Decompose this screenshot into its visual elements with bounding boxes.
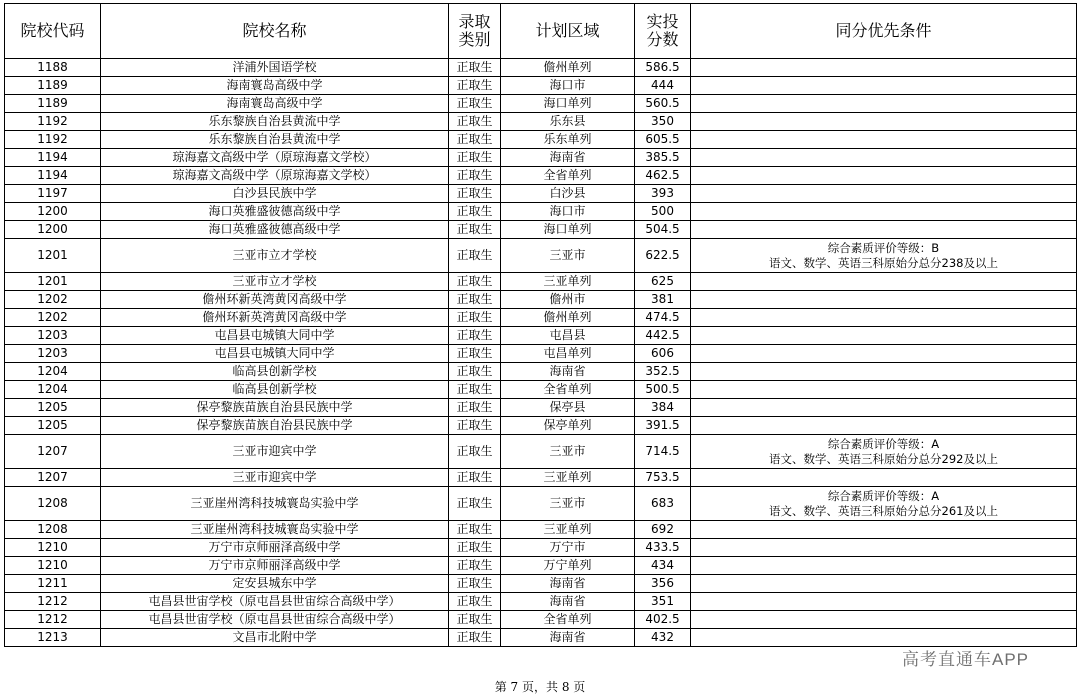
cell-school-name: 三亚市立才学校 — [101, 239, 449, 273]
cell-admission-category: 正取生 — [449, 167, 501, 185]
cell-tiebreak-condition — [691, 417, 1077, 435]
cell-tiebreak-condition — [691, 557, 1077, 575]
table-row — [5, 557, 1077, 575]
cell-admission-category: 正取生 — [449, 593, 501, 611]
cell-admission-category: 正取生 — [449, 59, 501, 77]
cell-admission-category: 正取生 — [449, 273, 501, 291]
cell-plan-region: 屯昌单列 — [501, 345, 635, 363]
cell-admission-category: 正取生 — [449, 487, 501, 521]
cell-score: 384 — [635, 399, 691, 417]
cell-school-code: 1201 — [5, 239, 101, 273]
cell-admission-category: 正取生 — [449, 575, 501, 593]
cell-tiebreak-condition — [691, 167, 1077, 185]
cell-school-code: 1188 — [5, 59, 101, 77]
table-row — [5, 309, 1077, 327]
cell-school-code: 1197 — [5, 185, 101, 203]
table-row — [5, 575, 1077, 593]
table-row — [5, 381, 1077, 399]
cell-school-name: 海南寰岛高级中学 — [101, 77, 449, 95]
cell-plan-region: 保亭单列 — [501, 417, 635, 435]
cell-score: 753.5 — [635, 469, 691, 487]
cell-plan-region: 乐东单列 — [501, 131, 635, 149]
cell-admission-category: 正取生 — [449, 363, 501, 381]
cell-plan-region: 三亚单列 — [501, 521, 635, 539]
cell-plan-region: 海南省 — [501, 629, 635, 647]
cell-school-name: 保亭黎族苗族自治县民族中学 — [101, 417, 449, 435]
cell-score: 352.5 — [635, 363, 691, 381]
cell-school-code: 1194 — [5, 167, 101, 185]
cell-school-code: 1213 — [5, 629, 101, 647]
cell-school-code: 1202 — [5, 309, 101, 327]
cell-admission-category: 正取生 — [449, 417, 501, 435]
cell-score: 504.5 — [635, 221, 691, 239]
cell-school-code: 1212 — [5, 593, 101, 611]
cell-tiebreak-condition — [691, 539, 1077, 557]
cell-score: 622.5 — [635, 239, 691, 273]
cell-score: 560.5 — [635, 95, 691, 113]
table-row — [5, 239, 1077, 273]
cell-school-name: 万宁市京师丽泽高级中学 — [101, 539, 449, 557]
cell-score: 393 — [635, 185, 691, 203]
cell-score: 391.5 — [635, 417, 691, 435]
watermark: 高考直通车APP — [902, 650, 1030, 669]
cell-school-name: 屯昌县屯城镇大同中学 — [101, 345, 449, 363]
cell-admission-category: 正取生 — [449, 345, 501, 363]
cell-school-code: 1208 — [5, 521, 101, 539]
cell-admission-category: 正取生 — [449, 611, 501, 629]
cell-admission-category: 正取生 — [449, 77, 501, 95]
cell-plan-region: 海南省 — [501, 363, 635, 381]
cell-school-code: 1200 — [5, 221, 101, 239]
cell-school-code: 1200 — [5, 203, 101, 221]
table-row — [5, 203, 1077, 221]
cell-school-code: 1203 — [5, 327, 101, 345]
table-row — [5, 363, 1077, 381]
cell-admission-category: 正取生 — [449, 629, 501, 647]
cell-school-name: 屯昌县屯城镇大同中学 — [101, 327, 449, 345]
tiebreak-condition-line: 语文、数学、英语三科原始分总分292及以上 — [769, 451, 998, 466]
cell-admission-category: 正取生 — [449, 469, 501, 487]
header-score — [635, 4, 691, 59]
header-admission-category — [449, 4, 501, 59]
cell-plan-region: 三亚单列 — [501, 469, 635, 487]
header-score-line-1: 实投 — [646, 11, 679, 31]
cell-plan-region: 海口市 — [501, 77, 635, 95]
table-row — [5, 435, 1077, 469]
header-school-code: 院校代码 — [5, 4, 101, 59]
cell-school-code: 1192 — [5, 113, 101, 131]
cell-plan-region: 屯昌县 — [501, 327, 635, 345]
cell-admission-category: 正取生 — [449, 381, 501, 399]
cell-school-name: 屯昌县世宙学校（原屯昌县世宙综合高级中学） — [101, 593, 449, 611]
table-row — [5, 59, 1077, 77]
cell-admission-category: 正取生 — [449, 521, 501, 539]
admission-score-table — [4, 3, 1077, 647]
table-row — [5, 593, 1077, 611]
table-row — [5, 399, 1077, 417]
cell-admission-category: 正取生 — [449, 399, 501, 417]
cell-score: 350 — [635, 113, 691, 131]
cell-tiebreak-condition — [691, 131, 1077, 149]
cell-score: 462.5 — [635, 167, 691, 185]
cell-plan-region: 儋州单列 — [501, 309, 635, 327]
cell-plan-region: 万宁单列 — [501, 557, 635, 575]
cell-score: 402.5 — [635, 611, 691, 629]
cell-school-code: 1189 — [5, 95, 101, 113]
tiebreak-condition-line: 综合素质评价等级：B — [827, 240, 940, 255]
cell-school-code: 1207 — [5, 469, 101, 487]
cell-plan-region: 海南省 — [501, 149, 635, 167]
cell-score: 692 — [635, 521, 691, 539]
cell-plan-region: 海口单列 — [501, 95, 635, 113]
table-row — [5, 469, 1077, 487]
cell-plan-region: 乐东县 — [501, 113, 635, 131]
cell-plan-region: 海南省 — [501, 593, 635, 611]
table-row — [5, 291, 1077, 309]
table-row — [5, 487, 1077, 521]
cell-tiebreak-condition — [691, 593, 1077, 611]
cell-school-code: 1205 — [5, 399, 101, 417]
tiebreak-condition-line: 语文、数学、英语三科原始分总分238及以上 — [769, 255, 998, 270]
cell-plan-region: 儋州单列 — [501, 59, 635, 77]
table-row — [5, 221, 1077, 239]
cell-tiebreak-condition — [691, 203, 1077, 221]
cell-plan-region: 三亚市 — [501, 239, 635, 273]
header-admission-category-line-1: 录取 — [458, 11, 491, 31]
cell-plan-region: 三亚单列 — [501, 273, 635, 291]
cell-school-code: 1204 — [5, 363, 101, 381]
cell-plan-region: 儋州市 — [501, 291, 635, 309]
cell-tiebreak-condition — [691, 113, 1077, 131]
cell-tiebreak-condition — [691, 345, 1077, 363]
cell-admission-category: 正取生 — [449, 203, 501, 221]
cell-tiebreak-condition — [691, 629, 1077, 647]
cell-school-code: 1211 — [5, 575, 101, 593]
table-row — [5, 539, 1077, 557]
cell-plan-region: 三亚市 — [501, 487, 635, 521]
cell-school-code: 1189 — [5, 77, 101, 95]
cell-tiebreak-condition — [691, 327, 1077, 345]
cell-score: 605.5 — [635, 131, 691, 149]
cell-school-name: 三亚市立才学校 — [101, 273, 449, 291]
cell-tiebreak-condition — [691, 59, 1077, 77]
cell-tiebreak-condition — [691, 363, 1077, 381]
cell-admission-category: 正取生 — [449, 113, 501, 131]
cell-school-name: 文昌市北附中学 — [101, 629, 449, 647]
cell-plan-region: 全省单列 — [501, 611, 635, 629]
cell-school-code: 1207 — [5, 435, 101, 469]
cell-school-name: 儋州环新英湾黄冈高级中学 — [101, 291, 449, 309]
table-row — [5, 185, 1077, 203]
cell-school-name: 琼海嘉文高级中学（原琼海嘉文学校） — [101, 167, 449, 185]
cell-school-name: 定安县城东中学 — [101, 575, 449, 593]
cell-plan-region: 海南省 — [501, 575, 635, 593]
table-row — [5, 417, 1077, 435]
cell-score: 586.5 — [635, 59, 691, 77]
cell-tiebreak-condition — [691, 435, 1077, 469]
cell-tiebreak-condition — [691, 291, 1077, 309]
cell-school-name: 乐东黎族自治县黄流中学 — [101, 131, 449, 149]
table-row — [5, 345, 1077, 363]
cell-school-name: 保亭黎族苗族自治县民族中学 — [101, 399, 449, 417]
cell-tiebreak-condition — [691, 221, 1077, 239]
cell-school-name: 海口英雅盛彼德高级中学 — [101, 203, 449, 221]
header-admission-category-line-2: 类别 — [458, 30, 491, 49]
header-plan-region: 计划区域 — [501, 4, 635, 59]
cell-plan-region: 海口市 — [501, 203, 635, 221]
cell-tiebreak-condition — [691, 185, 1077, 203]
cell-tiebreak-condition — [691, 521, 1077, 539]
table-row — [5, 131, 1077, 149]
cell-plan-region: 保亭县 — [501, 399, 635, 417]
table-row — [5, 611, 1077, 629]
cell-school-name: 儋州环新英湾黄冈高级中学 — [101, 309, 449, 327]
cell-school-name: 三亚市迎宾中学 — [101, 469, 449, 487]
cell-tiebreak-condition — [691, 77, 1077, 95]
table-row — [5, 167, 1077, 185]
cell-school-code: 1201 — [5, 273, 101, 291]
cell-score: 381 — [635, 291, 691, 309]
header-tiebreak-condition: 同分优先条件 — [691, 4, 1077, 59]
header-score-line-2: 分数 — [646, 30, 679, 49]
tiebreak-condition-line: 综合素质评价等级：A — [827, 436, 940, 451]
cell-tiebreak-condition — [691, 239, 1077, 273]
cell-school-code: 1194 — [5, 149, 101, 167]
cell-school-name: 万宁市京师丽泽高级中学 — [101, 557, 449, 575]
cell-score: 500.5 — [635, 381, 691, 399]
cell-school-name: 海南寰岛高级中学 — [101, 95, 449, 113]
header-school-name: 院校名称 — [101, 4, 449, 59]
cell-school-name: 屯昌县世宙学校（原屯昌县世宙综合高级中学） — [101, 611, 449, 629]
cell-school-name: 三亚崖州湾科技城寰岛实验中学 — [101, 487, 449, 521]
cell-school-name: 三亚市迎宾中学 — [101, 435, 449, 469]
cell-plan-region: 白沙县 — [501, 185, 635, 203]
cell-score: 351 — [635, 593, 691, 611]
cell-score: 444 — [635, 77, 691, 95]
cell-tiebreak-condition — [691, 273, 1077, 291]
page-number: 第 7 页，共 8 页 — [494, 680, 586, 694]
cell-school-code: 1212 — [5, 611, 101, 629]
cell-tiebreak-condition — [691, 95, 1077, 113]
cell-admission-category: 正取生 — [449, 131, 501, 149]
cell-admission-category: 正取生 — [449, 291, 501, 309]
table-row — [5, 273, 1077, 291]
cell-admission-category: 正取生 — [449, 239, 501, 273]
cell-plan-region: 全省单列 — [501, 167, 635, 185]
cell-school-code: 1210 — [5, 539, 101, 557]
cell-school-code: 1205 — [5, 417, 101, 435]
cell-score: 442.5 — [635, 327, 691, 345]
cell-school-name: 洋浦外国语学校 — [101, 59, 449, 77]
cell-tiebreak-condition — [691, 399, 1077, 417]
cell-admission-category: 正取生 — [449, 149, 501, 167]
cell-admission-category: 正取生 — [449, 95, 501, 113]
cell-plan-region: 三亚市 — [501, 435, 635, 469]
cell-school-name: 临高县创新学校 — [101, 381, 449, 399]
cell-tiebreak-condition — [691, 149, 1077, 167]
cell-tiebreak-condition — [691, 309, 1077, 327]
cell-school-name: 临高县创新学校 — [101, 363, 449, 381]
cell-score: 434 — [635, 557, 691, 575]
cell-score: 714.5 — [635, 435, 691, 469]
cell-admission-category: 正取生 — [449, 309, 501, 327]
cell-school-code: 1202 — [5, 291, 101, 309]
cell-tiebreak-condition — [691, 469, 1077, 487]
cell-tiebreak-condition — [691, 575, 1077, 593]
cell-school-code: 1208 — [5, 487, 101, 521]
cell-tiebreak-condition — [691, 381, 1077, 399]
table-row — [5, 629, 1077, 647]
table-row — [5, 149, 1077, 167]
table-row — [5, 327, 1077, 345]
table-row — [5, 95, 1077, 113]
table-row — [5, 113, 1077, 131]
cell-score: 356 — [635, 575, 691, 593]
cell-plan-region: 万宁市 — [501, 539, 635, 557]
tiebreak-condition-line: 语文、数学、英语三科原始分总分261及以上 — [769, 503, 998, 518]
cell-school-code: 1192 — [5, 131, 101, 149]
cell-score: 683 — [635, 487, 691, 521]
cell-school-name: 琼海嘉文高级中学（原琼海嘉文学校） — [101, 149, 449, 167]
cell-admission-category: 正取生 — [449, 539, 501, 557]
cell-school-name: 三亚崖州湾科技城寰岛实验中学 — [101, 521, 449, 539]
cell-admission-category: 正取生 — [449, 185, 501, 203]
cell-plan-region: 海口单列 — [501, 221, 635, 239]
cell-tiebreak-condition — [691, 487, 1077, 521]
cell-score: 606 — [635, 345, 691, 363]
cell-admission-category: 正取生 — [449, 327, 501, 345]
cell-score: 500 — [635, 203, 691, 221]
cell-school-name: 白沙县民族中学 — [101, 185, 449, 203]
cell-school-name: 海口英雅盛彼德高级中学 — [101, 221, 449, 239]
cell-score: 474.5 — [635, 309, 691, 327]
cell-school-code: 1203 — [5, 345, 101, 363]
cell-school-code: 1204 — [5, 381, 101, 399]
cell-score: 625 — [635, 273, 691, 291]
cell-score: 432 — [635, 629, 691, 647]
cell-school-code: 1210 — [5, 557, 101, 575]
cell-admission-category: 正取生 — [449, 435, 501, 469]
tiebreak-condition-line: 综合素质评价等级：A — [827, 488, 940, 503]
table-row — [5, 77, 1077, 95]
cell-admission-category: 正取生 — [449, 221, 501, 239]
cell-admission-category: 正取生 — [449, 557, 501, 575]
cell-plan-region: 全省单列 — [501, 381, 635, 399]
cell-score: 433.5 — [635, 539, 691, 557]
cell-school-name: 乐东黎族自治县黄流中学 — [101, 113, 449, 131]
table-header-row — [5, 4, 1077, 59]
table-body — [5, 59, 1077, 647]
cell-score: 385.5 — [635, 149, 691, 167]
cell-tiebreak-condition — [691, 611, 1077, 629]
table-row — [5, 521, 1077, 539]
